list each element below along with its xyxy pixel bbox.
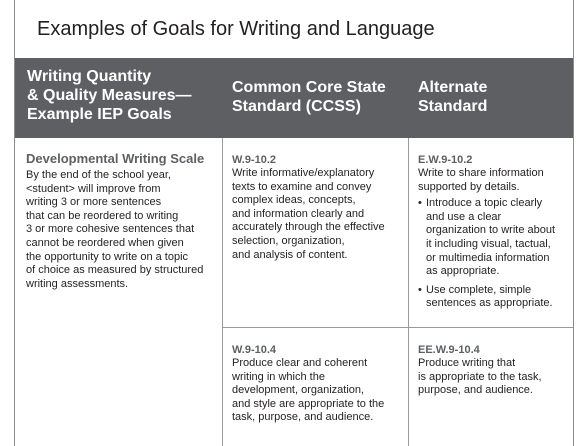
header-measures-line: Writing Quantity — [27, 68, 152, 85]
alternate-text-line: Produce writing that — [418, 357, 516, 369]
ccss-code: W.9-10.2 — [232, 154, 277, 166]
ccss-text-line: task, purpose, and audience. — [232, 411, 374, 424]
measure-text-line: <student> will improve from — [26, 182, 161, 195]
header-measures-line: & Quality Measures— — [27, 87, 192, 104]
measure-text-line: that can be reordered to writing — [26, 209, 179, 222]
alternate-code: EE.W.9-10.4 — [418, 344, 480, 356]
header-alternate — [408, 58, 573, 138]
ccss-text-line: and analysis of content. — [232, 248, 348, 261]
measure-text-line: By the end of the school year, — [26, 169, 171, 181]
ccss-text-line: and style are appropriate to the — [232, 397, 385, 410]
ccss-code: W.9-10.4 — [232, 344, 277, 356]
alternate-text-line: supported by details. — [418, 180, 520, 193]
alternate-code: E.W.9-10.2 — [418, 154, 473, 166]
measure-text-line: writing assessments. — [26, 277, 129, 290]
bullet-text-line: Use complete, simple — [426, 283, 532, 296]
bullet-text-line: as appropriate. — [426, 265, 500, 278]
ccss-text-line: texts to examine and convey — [232, 180, 372, 193]
header-ccss-line: Standard (CCSS) — [232, 98, 361, 115]
bullet-text-line: and use a clear — [426, 210, 502, 223]
ccss-cell — [223, 138, 408, 262]
bullet-text-line: sentences as appropriate. — [426, 297, 553, 310]
alternate-text-line: is appropriate to the task, — [418, 370, 542, 383]
measure-text-line: cannot be reordered when given — [26, 236, 184, 249]
ccss-text-line: complex ideas, concepts, — [232, 194, 356, 207]
bullet-text-line: Introduce a topic clearly — [426, 197, 543, 210]
header-alternate-line: Alternate — [418, 79, 488, 96]
ccss-text-line: writing in which the — [232, 370, 325, 383]
header-measures-line: Example IEP Goals — [27, 106, 172, 123]
bullet-marker: • — [418, 197, 422, 210]
title-band — [15, 0, 573, 58]
ccss-text-line: Produce clear and coherent — [232, 357, 368, 369]
bullet-text-line: it including visual, tactual, — [426, 237, 551, 250]
header-ccss-line: Common Core State — [232, 79, 386, 96]
goals-table — [15, 58, 573, 446]
measure-cell — [15, 138, 222, 291]
measure-text-line: 3 or more cohesive sentences that — [26, 223, 195, 236]
header-ccss — [222, 58, 408, 138]
goals-table-frame — [14, 0, 574, 446]
ccss-text-line: and information clearly and — [232, 207, 365, 220]
measure-title: Developmental Writing Scale — [26, 151, 205, 166]
measure-text-line: of choice as measured by structured — [26, 264, 204, 277]
alternate-text-line: Write to share information — [418, 167, 544, 179]
header-measures — [15, 58, 222, 138]
ccss-cell — [223, 328, 408, 425]
alternate-cell — [409, 328, 573, 398]
header-alternate-line: Standard — [418, 98, 488, 115]
alternate-cell — [409, 138, 573, 311]
table-header — [15, 58, 573, 138]
bullet-marker: • — [418, 283, 422, 296]
ccss-text-line: development, organization, — [232, 384, 365, 397]
measure-text-line: the opportunity to write on a topic — [26, 250, 189, 263]
alternate-text-line: purpose, and audience. — [418, 384, 533, 397]
alternate-bullet — [418, 197, 573, 279]
bullet-text-line: or multimedia information — [426, 251, 550, 264]
ccss-text-line: Write informative/explanatory — [232, 167, 375, 179]
alternate-bullet — [418, 284, 573, 311]
bullet-text-line: organization to write about — [426, 224, 556, 237]
ccss-text-line: selection, organization, — [232, 234, 345, 247]
page-title: Examples of Goals for Writing and Language — [37, 18, 435, 40]
measure-text-line: writing 3 or more sentences — [26, 196, 162, 209]
ccss-text-line: accurately through the effective — [232, 221, 385, 234]
